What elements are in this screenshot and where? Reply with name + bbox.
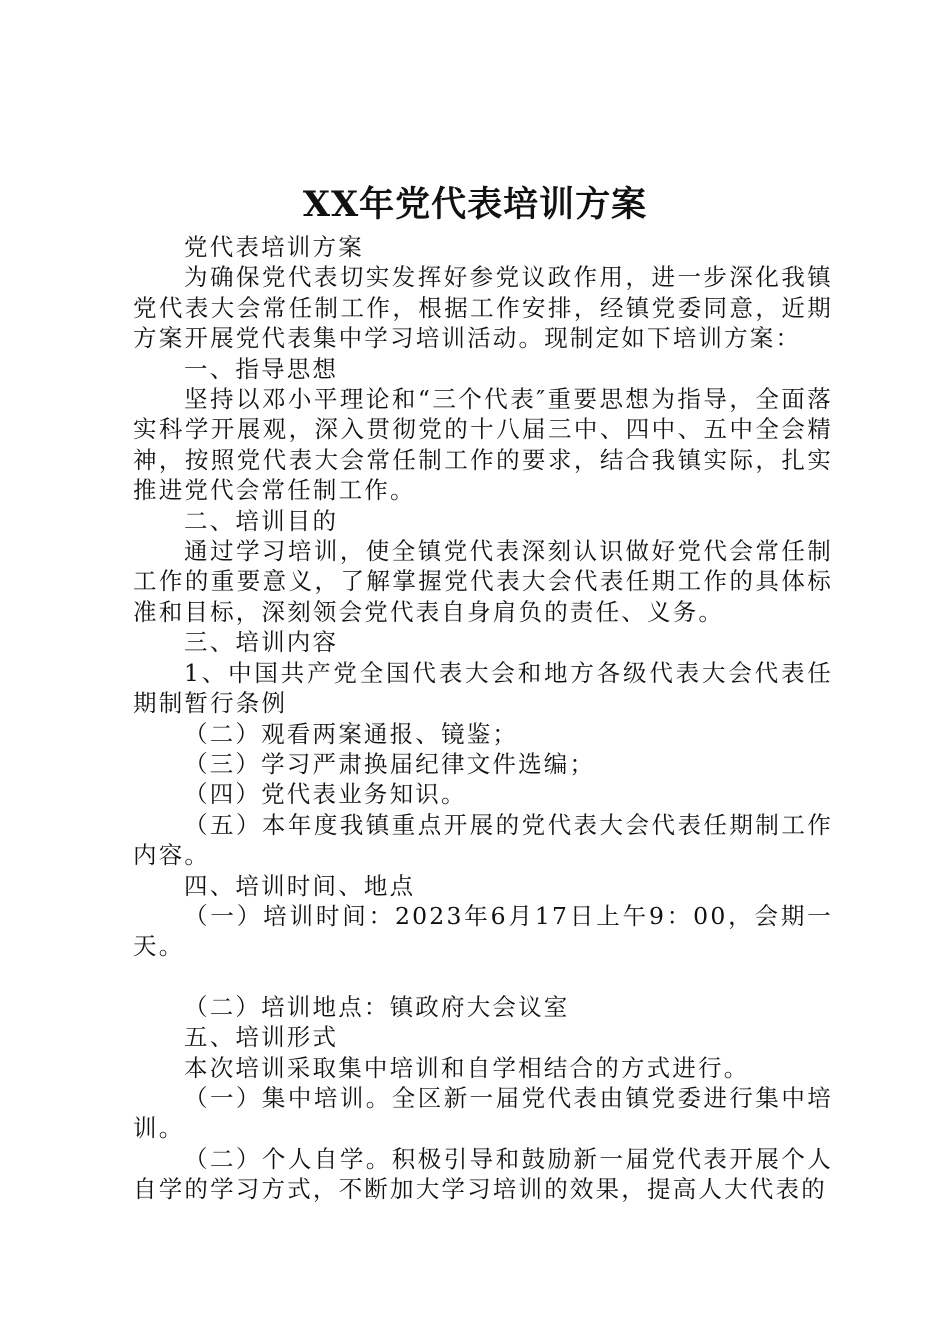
document-title: XX年党代表培训方案 xyxy=(302,184,648,225)
content-item-2: （二）观看两案通报、镜鉴； xyxy=(184,719,519,748)
paragraph-self-study: （二）个人自学。积极引导和鼓励新一届党代表开展个人自学的学习方式，不断加大学习培训的效果，提高人大代表的 xyxy=(133,1144,833,1204)
content-item-4: （四）党代表业务知识。 xyxy=(184,780,467,809)
paragraph-intro: 为确保党代表切实发挥好参党议政作用，进一步深化我镇党代表大会常任制工作，根据工作安排，经镇党委同意，近期方案开展党代表集中学习培训活动。现制定如下培训方案： xyxy=(133,263,833,353)
paragraph-training-purpose: 通过学习培训，使全镇党代表深刻认识做好党代会常任制工作的重要意义，了解掌握党代表大会代表任期工作的具体标准和目标，深刻领会党代表自身肩负的责任、义务。 xyxy=(133,537,833,626)
section-heading-guiding-thought: 一、指导思想 xyxy=(184,354,339,383)
document-body xyxy=(133,232,833,1205)
content-item-1: 1、中国共产党全国代表大会和地方各级代表大会代表任期制暂行条例 xyxy=(133,658,833,718)
paragraph-guiding-thought: 坚持以邓小平理论和“三个代表″重要思想为指导，全面落实科学开展观，深入贯彻党的十八届三中、四中、五中全会精神，按照党代表大会常任制工作的要求，结合我镇实际，扎实推进党代会常任制工作。 xyxy=(133,385,833,505)
content-item-5: （五）本年度我镇重点开展的党代表大会代表任期制工作内容。 xyxy=(133,810,833,870)
section-heading-training-content: 三、培训内容 xyxy=(184,628,339,657)
paragraph-training-place: （二）培训地点：镇政府大会议室 xyxy=(184,992,570,1021)
section-heading-training-form: 五、培训形式 xyxy=(184,1023,339,1052)
section-heading-time-place: 四、培训时间、地点 xyxy=(184,871,416,900)
section-heading-training-purpose: 二、培训目的 xyxy=(184,506,339,535)
content-item-3: （三）学习严肃换届纪律文件选编； xyxy=(184,749,596,778)
paragraph-training-time: （一）培训时间：2023年6月17日上午9：00，会期一天。 xyxy=(133,901,833,961)
paragraph-centralized-training: （一）集中培训。全区新一届党代表由镇党委进行集中培训。 xyxy=(133,1083,833,1143)
paragraph-subtitle: 党代表培训方案 xyxy=(184,233,364,261)
paragraph-training-form: 本次培训采取集中培训和自学相结合的方式进行。 xyxy=(184,1053,750,1082)
